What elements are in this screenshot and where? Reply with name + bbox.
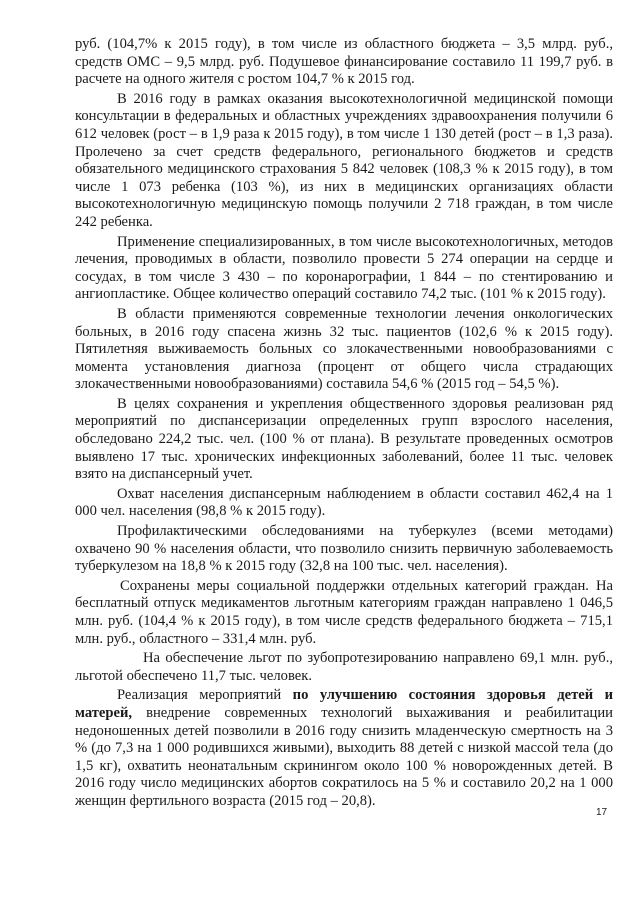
paragraph-oncology: В области применяются современные технологии лечения онкологических больных, в 2016 году спасена жизнь 32 тыс. пациентов (102,6 % к 2015 году). Пятилетняя выживаемость больных со злокачественными новообразованиями с момента установления диагноза (процент от общего числа страдающих злокачественными новообразованиями) составила 54,6 % (2015 год – 54,5 %). [75, 305, 613, 393]
paragraph-dental: На обеспечение льгот по зубопротезированию направлено 69,1 млн. руб., льготой обеспечено 11,7 тыс. человек. [75, 650, 613, 684]
paragraph-cardio-operations: Применение специализированных, в том числе высокотехнологичных, методов лечения, проводимых в области, позволило провести 5 274 операции на сердце и сосудах, в том числе 3 430 – по коронарографии, 1 844 – по стентированию и ангиопластике. Общее количество операций составило 74,2 тыс. (101 % к 2015 году). [75, 233, 613, 303]
paragraph-financing: руб. (104,7% к 2015 году), в том числе из областного бюджета – 3,5 млрд. руб., средств ОМС – 9,5 млрд. руб. Подушевое финансирование составило 11 199,7 руб. в расчете на одного жителя с ростом 104,7 % к 2015 год. [75, 36, 613, 88]
maternal-child-text: внедрение современных технологий выхаживания и реабилитации недоношенных детей позволили в 2016 году снизить младенческую смертность на 3 % (до 7,3 на 1 000 родившихся живыми), выходить 88 детей с низкой массой тела (до 1,5 кг), охватить неонатальным скринингом около 100 % новорожденных детей. В 2016 году число медицинских абортов сократилось на 5 % и составило 20,2 на 1 000 женщин фертильного возраста (2015 год – 20,8). [75, 704, 613, 809]
paragraph-tuberculosis: Профилактическими обследованиями на туберкулез (всеми методами) охвачено 90 % населения области, что позволило снизить первичную заболеваемость туберкулезом на 18,8 % к 2015 году (32,8 на 100 тыс. чел. населения). [75, 523, 613, 575]
maternal-child-intro: Реализация мероприятий [117, 687, 293, 704]
paragraph-social-support: Сохранены меры социальной поддержки отдельных категорий граждан. На бесплатный отпуск медикаментов льготным категориям граждан направлено 1 046,5 млн. руб. (104,4 % к 2015 году), в том числе средств федерального бюджета – 715,1 млн. руб., областного – 331,4 млн. руб. [75, 577, 613, 647]
maternal-child-heading: по улучшению состояния здоровья детей и матерей, [75, 687, 613, 721]
paragraph-high-tech-care: В 2016 году в рамках оказания высокотехнологичной медицинской помощи консультации в федеральных и областных учреждениях здравоохранения получили 6 612 человек (рост – в 1,9 раза к 2015 году), в том числе 1 130 детей (рост – в 1,3 раза). Пролечено за счет средств федерального, регионального бюджетов и средств обязательного медицинского страхования 5 842 человек (108,3 % к 2015 году), в том числе 1 073 ребенка (103 %), из них в медицинских организациях области высокотехнологичную медицинскую помощь получили 2 718 граждан, в том числе 242 ребенка. [75, 90, 613, 230]
paragraph-screening: В целях сохранения и укрепления общественного здоровья реализован ряд мероприятий по диспансеризации определенных групп взрослого населения, обследовано 224,2 тыс. чел. (100 % от плана). В результате проведенных осмотров выявлено 17 тыс. хронических инфекционных заболеваний, более 11 тыс. человек взято на диспансерный учет. [75, 395, 613, 483]
document-body [75, 36, 613, 813]
page-number: 17 [596, 807, 608, 818]
paragraph-dispensary-coverage: Охват населения диспансерным наблюдением в области составил 462,4 на 1 000 чел. населения (98,8 % к 2015 году). [75, 485, 613, 520]
paragraph-maternal-child-health [75, 687, 613, 810]
